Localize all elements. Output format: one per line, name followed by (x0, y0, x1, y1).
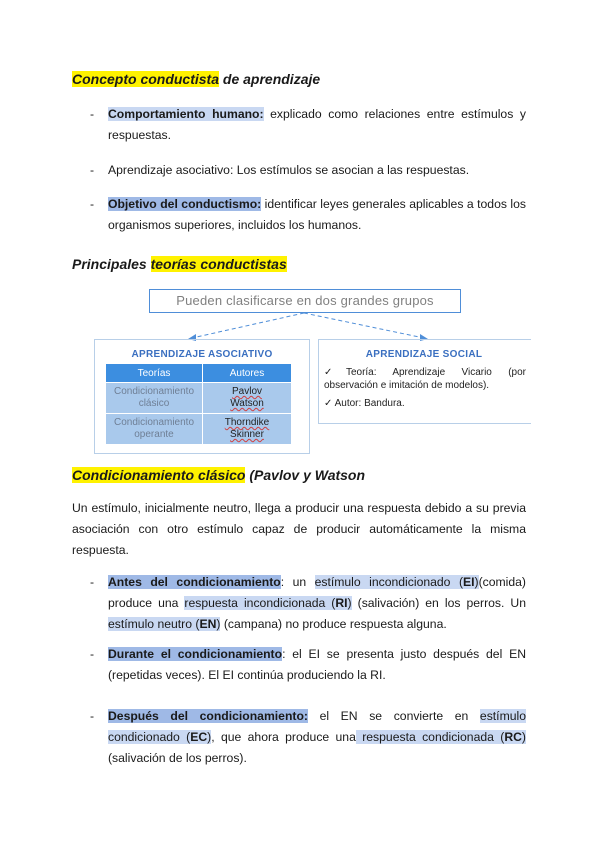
table-row (106, 383, 292, 414)
item-text: (comida) produce una (108, 575, 526, 610)
ei-label: estímulo incondicionado ( (314, 575, 463, 589)
item-text: explicado como relaciones entre estímulos y respuestas. (108, 107, 526, 142)
list-item-antes (108, 572, 526, 635)
item-term: Objetivo del conductismo: (108, 197, 262, 211)
ec-close: ) (207, 730, 212, 744)
item-text: Aprendizaje asociativo: Los estímulos se asocian a las respuestas. (108, 163, 470, 177)
item-term: Después del condicionamiento: (108, 709, 308, 723)
title-rest: de aprendizaje (219, 71, 321, 87)
item-term: Durante el condicionamiento (108, 647, 283, 661)
social-author: ✓ Autor: Bandura. (324, 398, 405, 409)
rc-abbr: RC (504, 730, 522, 744)
item-text: (salivación) en los perros. Un (351, 596, 526, 610)
bullet: - (90, 107, 95, 121)
bullet: - (90, 163, 95, 177)
ec-abbr: EC (190, 730, 208, 744)
ri-abbr: RI (335, 596, 348, 610)
ei-abbr: EI (463, 575, 475, 589)
bullet: - (90, 709, 95, 723)
bullet: - (90, 575, 95, 589)
item-text: (campana) no produce respuesta alguna. (220, 617, 447, 631)
title-highlight: Concepto conductista (72, 71, 220, 87)
table-header-row (106, 364, 292, 383)
en-abbr: EN (199, 617, 217, 631)
item-text: : un (280, 575, 315, 589)
panel-title-social: APRENDIZAJE SOCIAL (365, 349, 483, 360)
list-item-durante (108, 644, 526, 686)
highlight-en (108, 617, 220, 631)
item-text: identificar leyes generales aplicables a todos los organismos superiores, incluidos los humanos. (108, 197, 526, 232)
table-header: Autores (203, 364, 292, 383)
item-text: el EN se convierte en (307, 709, 480, 723)
title-prefix: Principales (72, 256, 151, 272)
title-highlight: teorías conductistas (150, 256, 287, 272)
rc-label: respuesta condicionada ( (355, 730, 505, 744)
ei-close: ) (474, 575, 479, 589)
table-cell: Thorndike Skinner (203, 414, 292, 445)
item-text: : el EI se presenta justo después del EN (repetidas veces). El EI continúa produciendo la RI. (108, 647, 527, 682)
table-cell: Condicionamiento clásico (106, 383, 203, 414)
item-term: Comportamiento humano: (108, 107, 264, 121)
item-term: Antes del condicionamiento (108, 575, 281, 589)
highlight-rc (356, 730, 526, 744)
table-row (106, 414, 292, 445)
item-text: (salivación de los perros). (108, 751, 247, 765)
ri-close: ) (347, 596, 352, 610)
panel-title-asociativo: APRENDIZAJE ASOCIATIVO (131, 349, 273, 360)
diagram-top-box: Pueden clasificarse en dos grandes grupos (149, 289, 461, 313)
title-highlight: Condicionamiento clásico (72, 467, 246, 483)
rc-close: ) (521, 730, 526, 744)
definition-paragraph: Un estímulo, inicialmente neutro, llega a producir una respuesta debido a su previa asociación con otro estímulo capaz de producir automáticamente la misma respuesta. (72, 501, 526, 557)
social-theory: ✓Teoría: Aprendizaje Vicario (por observación e imitación de modelos). (324, 367, 526, 391)
en-close: ) (216, 617, 221, 631)
table-header: Teorías (106, 364, 203, 383)
table-cell: Pavlov Watson (203, 383, 292, 414)
list-item-despues (108, 706, 526, 769)
title-rest: (Pavlov y Watson (245, 467, 366, 483)
section-title-clasico (72, 467, 365, 483)
highlight-ri (184, 596, 351, 610)
en-label: estímulo neutro ( (108, 617, 200, 631)
ri-label: respuesta incondicionada ( (184, 596, 336, 610)
theories-table (105, 363, 292, 445)
table-cell: Condicionamiento operante (106, 414, 203, 445)
item-text: , que ahora produce una (211, 730, 356, 744)
bullet: - (90, 197, 95, 211)
ec-label: estímulo condicionado ( (108, 709, 526, 744)
bullet: - (90, 647, 95, 661)
highlight-ei (315, 575, 479, 589)
